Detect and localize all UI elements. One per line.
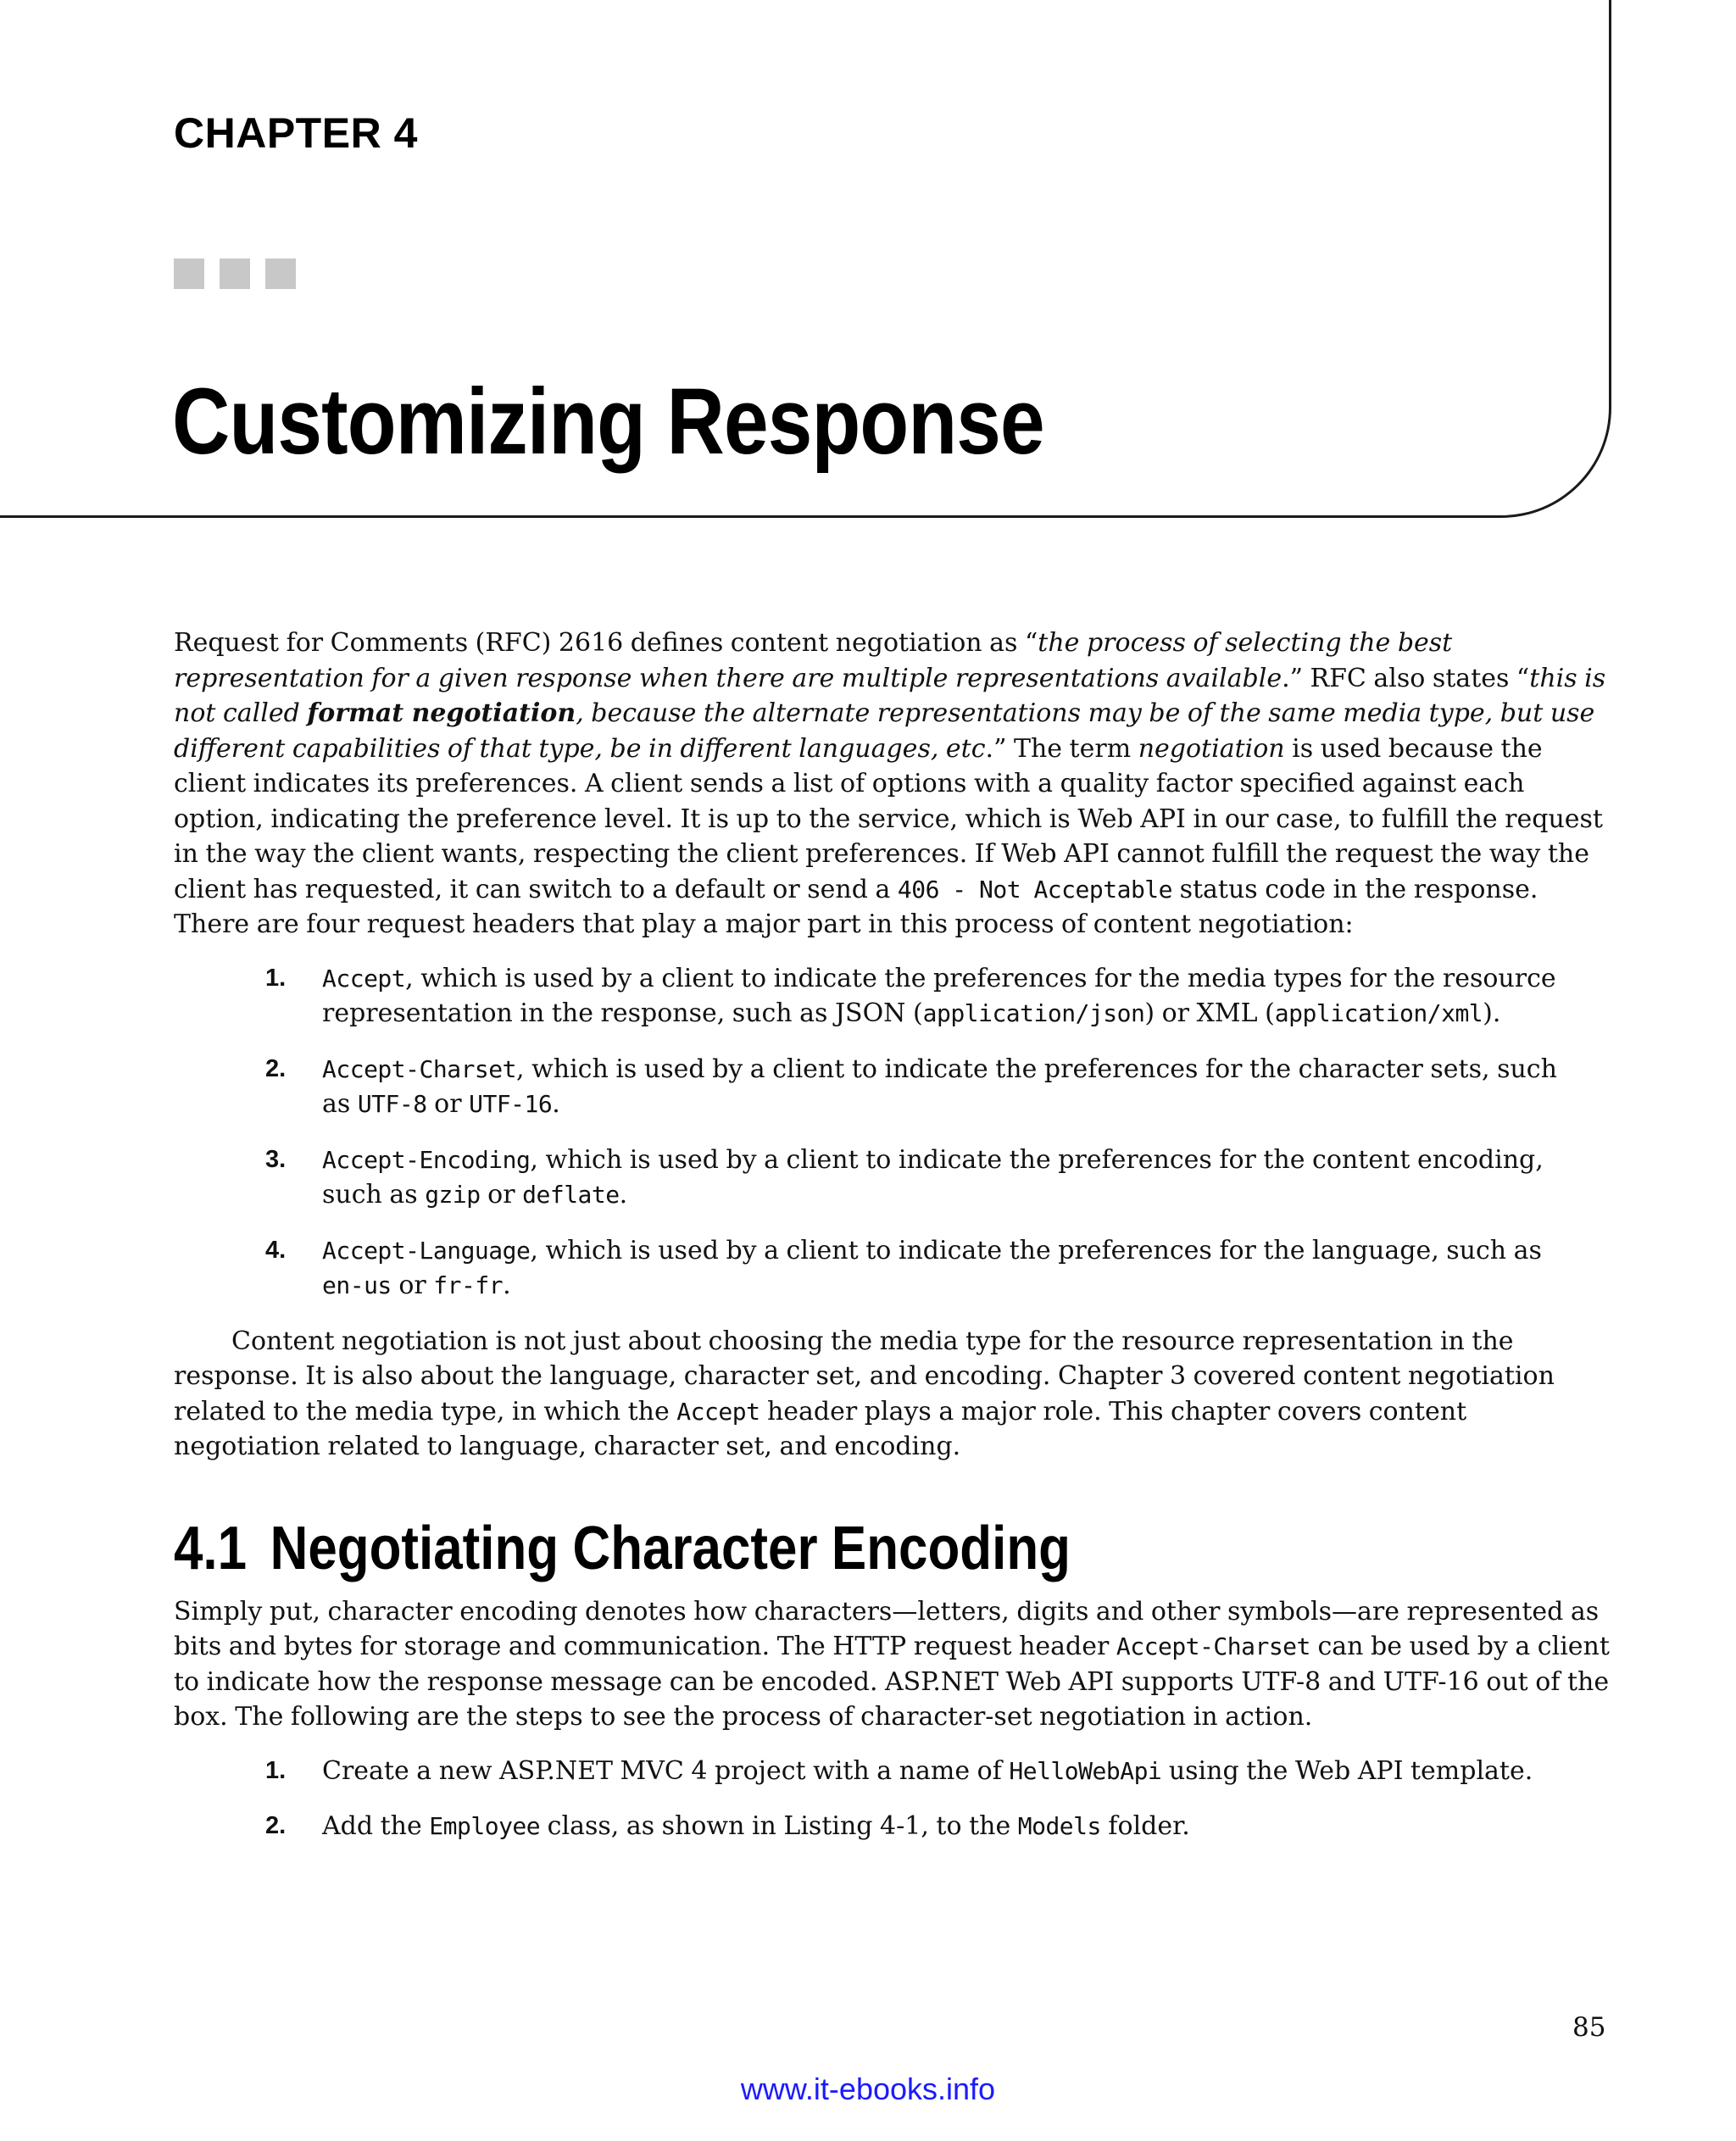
page-number: 85 [1572, 2012, 1606, 2043]
status-code: 406 - Not Acceptable [897, 875, 1173, 904]
request-headers-list [174, 961, 1615, 1304]
list-item: 2. Add the Employee class, as shown in Listing 4-1, to the Models folder. [265, 1811, 1190, 1842]
steps-list [174, 1754, 1615, 1844]
section-heading [174, 1515, 1413, 1582]
list-item: 1. Create a new ASP.NET MVC 4 project with a name of HelloWebApi using the Web API template. [265, 1755, 1533, 1786]
footer-link[interactable]: www.it-ebooks.info [740, 2071, 996, 2106]
page-body [174, 626, 1615, 1865]
square-1 [174, 259, 204, 289]
chapter-title: Customizing Response [172, 370, 1044, 474]
content-negotiation-paragraph: Content negotiation is not just about choosing the media type for the resource representation in the response. It is also about the language, character set, and encoding. Chapter 3 covered content negotiation related to the media type, in which the Accept header plays a major role. This chapter covers content negotiation related to language, character set, and encoding. [174, 1326, 1555, 1461]
section-paragraph: Simply put, character encoding denotes how characters—letters, digits and other symbols—are represented as bits and bytes for storage and communication. The HTTP request header Accept-Charset can be used by a client to indicate how the response message can be encoded. ASP.NET Web API supports UTF-8 and UTF-16 out of the box. The following are the steps to see the process of character-set negotiation in action. [174, 1596, 1610, 1732]
list-item: 2. Accept-Charset, which is used by a client to indicate the preferences for the character sets, such as UTF-8 or UTF-16. [265, 1054, 1557, 1119]
list-item: 3. Accept-Encoding, which is used by a client to indicate the preferences for the content encoding, such as gzip or deflate. [265, 1144, 1544, 1210]
chapter-label: CHAPTER 4 [174, 109, 418, 157]
square-3 [265, 259, 296, 289]
list-item: 4. Accept-Language, which is used by a client to indicate the preferences for the language, such as en-us or fr-fr. [265, 1235, 1542, 1300]
section-title: Negotiating Character Encoding [270, 1514, 1071, 1582]
section-number: 4.1 [174, 1514, 248, 1582]
decorative-squares [174, 259, 296, 289]
intro-paragraph: Request for Comments (RFC) 2616 defines content negotiation as “the process of selecting the best representation for a given response when there are multiple representations available.” RFC also states “this is not called format negotiation, because the alternate representations may be of the same media type, but use different capabilities of that type, be in different languages, etc.” The term negotiation is used because the client indicates its preferences. A client sends a list of options with a quality factor specified against each option, indicating the preference level. It is up to the service, which is Web API in our case, to fulfill the request in the way the client wants, respecting the client preferences. If Web API cannot fulfill the request the way the client has requested, it can switch to a default or send a 406 - Not Acceptable status code in the response. There are four request headers that play a major part in this process of content negotiation: [174, 628, 1606, 939]
square-2 [220, 259, 250, 289]
list-item: 1. Accept, which is used by a client to indicate the preferences for the media types for the resource representation in the response, such as JSON (application/json) or XML (application/xml). [265, 963, 1556, 1028]
